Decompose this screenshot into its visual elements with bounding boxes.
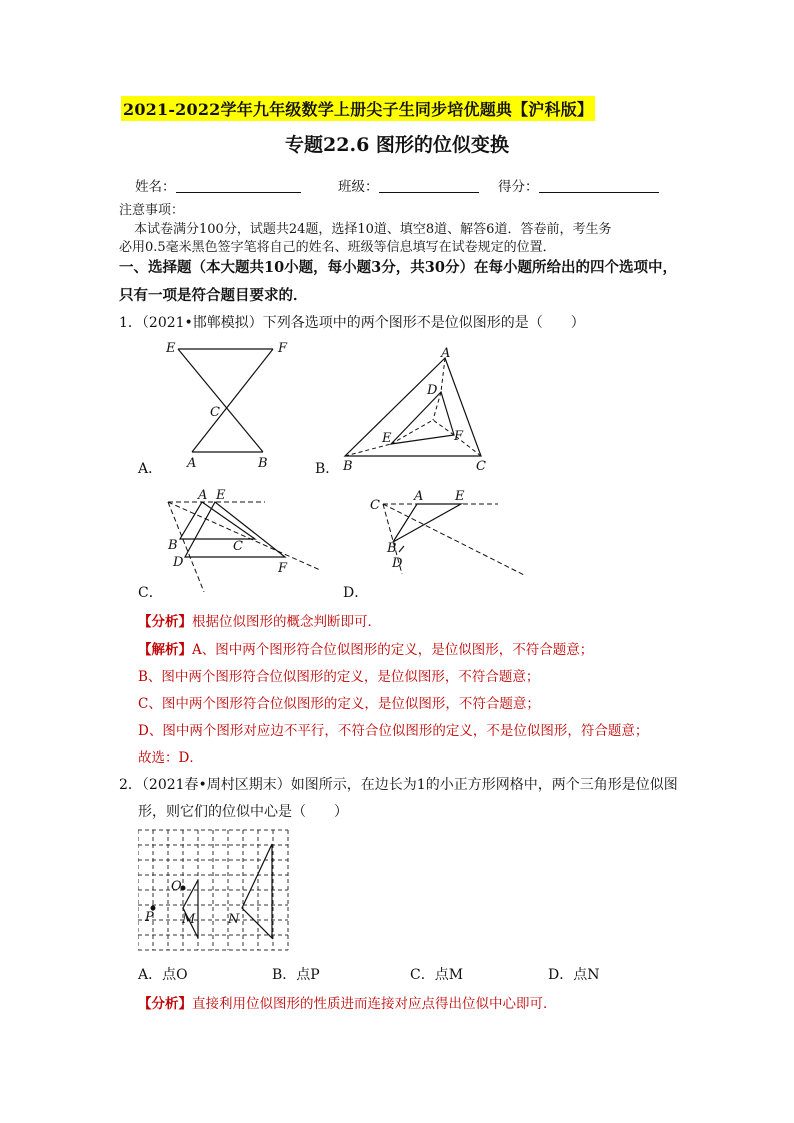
- question-1-stem: 1．（2021•邯郸模拟）下列各选项中的两个图形不是位似图形的是（ ）: [119, 315, 585, 331]
- page-title: 专题22.6 图形的位似变换: [285, 134, 509, 156]
- fig-c-label-a: A: [198, 488, 208, 503]
- fig-c-label-b: B: [168, 538, 178, 553]
- notes-line-1: 本试卷满分100分，试题共24题，选择10道、填空8道、解答6道．答卷前，考生务: [134, 222, 612, 237]
- fig-b-label-e: E: [382, 431, 392, 446]
- q1-solution-b: B、图中两个图形符合位似图形的定义，是位似图形，不符合题意；: [138, 669, 540, 685]
- fig-a-label-a: A: [187, 456, 197, 471]
- fig-d-label-a: A: [414, 489, 424, 504]
- name-field-row: [135, 175, 301, 195]
- figure-option-c: [160, 482, 330, 597]
- q1-solution-d: D、图中两个图形对应边不平行，不符合位似图形的定义，不是位似图形，符合题意；: [138, 723, 649, 739]
- name-blank[interactable]: [176, 180, 301, 193]
- class-field-row: [338, 175, 479, 195]
- figure-option-b: [336, 346, 496, 476]
- q2-option-d[interactable]: D．点N: [548, 967, 600, 983]
- series-banner: 2021-2022学年九年级数学上册尖子生同步培优题典【沪科版】: [121, 96, 595, 121]
- q2-analysis-text: 直接利用位似图形的性质进而连接对应点得出位似中心即可．: [192, 996, 557, 1012]
- q2-analysis-tag: 【分析】: [138, 996, 192, 1012]
- q1-option-c-label[interactable]: C．: [138, 585, 163, 601]
- fig-b-label-d: D: [427, 383, 438, 398]
- fig-c-label-c: C: [233, 539, 243, 554]
- grid-label-n: N: [228, 912, 240, 927]
- fig-b-label-f: F: [454, 429, 464, 444]
- figure-option-d: [366, 484, 536, 584]
- fig-a-label-c: C: [210, 405, 220, 420]
- fig-c-label-f: F: [278, 561, 288, 576]
- class-label: 班级：: [338, 179, 379, 195]
- grid-label-m: M: [182, 912, 196, 927]
- fig-a-label-f: F: [278, 341, 288, 356]
- fig-d-label-c: C: [370, 498, 380, 513]
- figure-option-a: [160, 336, 290, 476]
- fig-c-label-d: D: [173, 555, 184, 570]
- q1-solution-tag: 【解析】: [138, 642, 192, 658]
- q2-option-c[interactable]: C．点M: [410, 967, 464, 983]
- q1-analysis-tag: 【分析】: [138, 614, 192, 630]
- grid-label-o: O: [171, 879, 182, 894]
- fig-b-label-a: A: [441, 346, 451, 361]
- q1-option-b-label[interactable]: B．: [315, 461, 340, 477]
- fig-b-label-b: B: [343, 459, 353, 474]
- question-2-stem-line-2: 形，则它们的位似中心是（ ）: [138, 804, 348, 820]
- fig-d-label-b: B: [387, 541, 397, 556]
- fig-c-label-e: E: [216, 488, 226, 503]
- question-2-grid-figure: [138, 828, 290, 958]
- fig-a-label-e: E: [166, 341, 176, 356]
- q2-option-a[interactable]: A．点O: [138, 967, 188, 983]
- fig-b-label-c: C: [476, 459, 486, 474]
- score-label: 得分：: [498, 179, 539, 195]
- score-blank[interactable]: [539, 180, 659, 193]
- section-heading-line-1: 一、选择题（本大题共10小题，每小题3分，共30分）在每小题所给出的四个选项中，: [119, 259, 677, 276]
- q1-solution-a: [138, 638, 593, 658]
- q2-option-b[interactable]: B．点P: [272, 967, 320, 983]
- q1-analysis: [138, 610, 381, 630]
- q2-analysis: [138, 992, 557, 1012]
- notes-heading: 注意事项：: [119, 203, 185, 218]
- fig-d-label-e: E: [455, 489, 465, 504]
- q1-analysis-text: 根据位似图形的概念判断即可．: [192, 614, 381, 630]
- fig-a-label-b: B: [258, 456, 268, 471]
- name-label: 姓名：: [135, 179, 176, 195]
- score-field-row: [498, 175, 659, 195]
- q1-solution-c: C、图中两个图形符合位似图形的定义，是位似图形，不符合题意；: [138, 696, 540, 712]
- question-2-stem-line-1: 2．（2021春•周村区期末）如图所示，在边长为1的小正方形网格中，两个三角形是位似图: [119, 777, 678, 793]
- q1-solution-a-text: A、图中两个图形符合位似图形的定义，是位似图形，不符合题意；: [192, 642, 594, 658]
- notes-line-2: 必用0.5毫米黑色签字笔将自己的姓名、班级等信息填写在试卷规定的位置．: [119, 240, 556, 255]
- fig-d-label-d: D: [392, 556, 403, 571]
- q1-answer: 故选：D．: [138, 750, 203, 766]
- q1-option-d-label[interactable]: D．: [343, 585, 369, 601]
- section-heading-line-2: 只有一项是符合题目要求的．: [119, 287, 308, 304]
- grid-label-p: P: [145, 910, 154, 925]
- class-blank[interactable]: [379, 180, 479, 193]
- q1-option-a-label[interactable]: A．: [138, 461, 163, 477]
